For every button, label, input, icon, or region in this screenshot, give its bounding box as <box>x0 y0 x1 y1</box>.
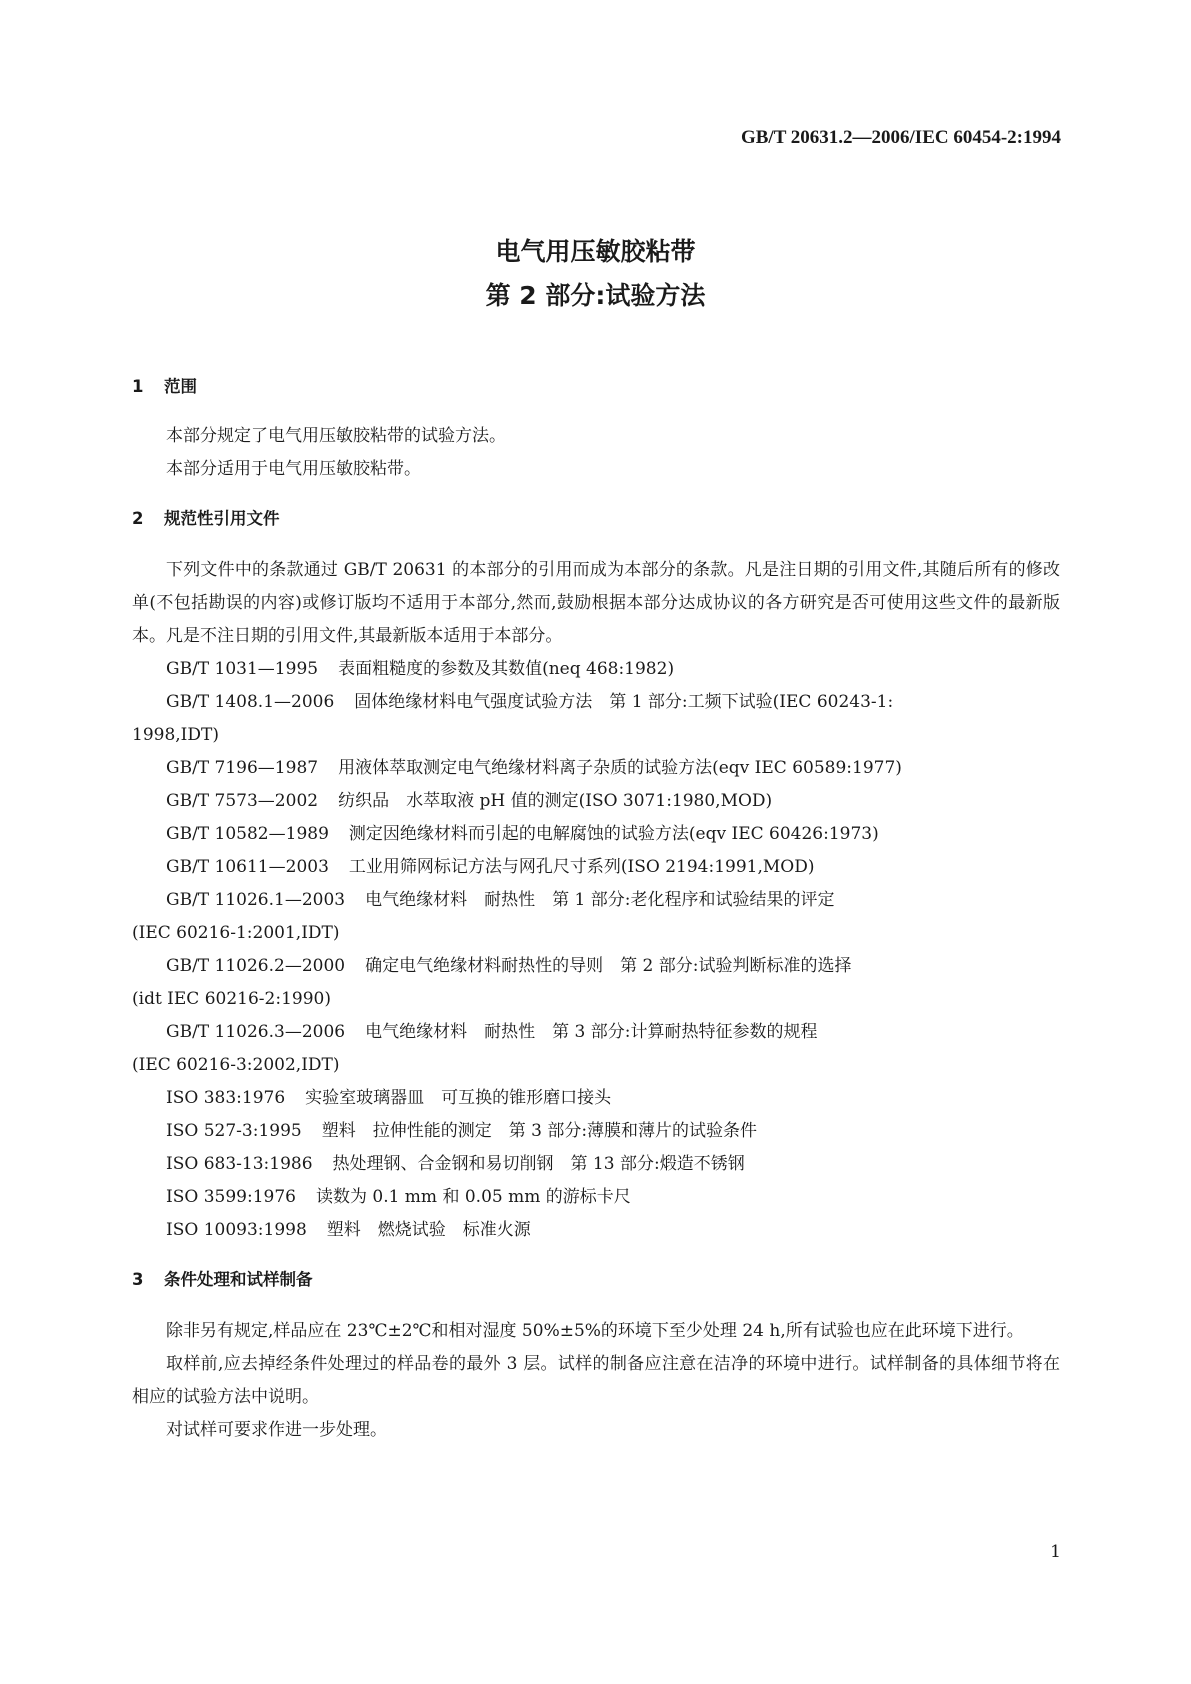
reference-code: GB/T 11026.2—2000 <box>166 956 346 976</box>
section-number: 3 <box>132 1270 144 1289</box>
reference-title: 读数为 0.1 mm 和 0.05 mm 的游标卡尺 <box>315 1187 631 1207</box>
reference-title: 表面粗糙度的参数及其数值(neq 468:1982) <box>338 659 675 679</box>
reference-item <box>132 686 1060 719</box>
reference-title: 热处理钢、合金钢和易切削钢 第 13 部分:煅造不锈钢 <box>332 1154 745 1174</box>
reference-item <box>132 1016 1060 1049</box>
reference-continuation: 1998,IDT) <box>132 725 219 745</box>
reference-code: GB/T 1031—1995 <box>166 659 319 679</box>
reference-title: 塑料 拉伸性能的测定 第 3 部分:薄膜和薄片的试验条件 <box>321 1121 758 1141</box>
paragraph: 除非另有规定,样品应在 23℃±2℃和相对湿度 50%±5%的环境下至少处理 24 h,所有试验也应在此环境下进行。 <box>166 1321 1024 1341</box>
reference-code: GB/T 10611—2003 <box>166 857 329 877</box>
reference-code: ISO 10093:1998 <box>166 1220 307 1240</box>
reference-code: GB/T 10582—1989 <box>166 824 329 844</box>
reference-continuation: (IEC 60216-1:2001,IDT) <box>132 923 340 943</box>
section-title: 条件处理和试样制备 <box>164 1270 313 1289</box>
page-number: 1 <box>1050 1542 1061 1562</box>
reference-code: ISO 527-3:1995 <box>166 1121 302 1141</box>
reference-item <box>132 884 1060 917</box>
document-title: 电气用压敏胶粘带 <box>495 237 696 266</box>
reference-title: 塑料 燃烧试验 标准火源 <box>326 1220 531 1240</box>
reference-title: 纺织品 水萃取液 pH 值的测定(ISO 3071:1980,MOD) <box>338 791 773 811</box>
reference-code: GB/T 1408.1—2006 <box>166 692 335 712</box>
reference-code: ISO 383:1976 <box>166 1088 286 1108</box>
reference-title: 测定因绝缘材料而引起的电解腐蚀的试验方法(eqv IEC 60426:1973) <box>348 824 879 844</box>
section-number: 1 <box>132 377 144 396</box>
reference-title: 实验室玻璃器皿 可互换的锥形磨口接头 <box>305 1088 612 1108</box>
section-title: 范围 <box>164 377 197 396</box>
reference-title: 电气绝缘材料 耐热性 第 1 部分:老化程序和试验结果的评定 <box>365 890 835 910</box>
reference-item <box>132 1181 1060 1214</box>
reference-item <box>132 851 1060 884</box>
section-title: 规范性引用文件 <box>164 509 280 528</box>
reference-item <box>132 1214 1060 1247</box>
paragraph: 取样前,应去掉经条件处理过的样品卷的最外 3 层。试样的制备应注意在洁净的环境中进行。试样制备的具体细节将在相应的试验方法中说明。 <box>132 1354 1060 1407</box>
section-heading-2 <box>132 504 1060 534</box>
reference-code: ISO 3599:1976 <box>166 1187 296 1207</box>
reference-item <box>132 950 1060 983</box>
section-number: 2 <box>132 509 144 528</box>
standard-code: GB/T 20631.2—2006/IEC 60454-2:1994 <box>740 127 1061 148</box>
reference-continuation: (idt IEC 60216-2:1990) <box>132 989 331 1009</box>
reference-item <box>132 1082 1060 1115</box>
reference-code: GB/T 7196—1987 <box>166 758 319 778</box>
reference-item <box>132 653 1060 686</box>
reference-item <box>132 752 1060 785</box>
reference-item <box>132 1148 1060 1181</box>
section-heading-3 <box>132 1265 1060 1295</box>
reference-continuation: (IEC 60216-3:2002,IDT) <box>132 1055 340 1075</box>
document-body <box>132 372 1060 1447</box>
reference-code: ISO 683-13:1986 <box>166 1154 313 1174</box>
paragraph: 对试样可要求作进一步处理。 <box>166 1420 387 1440</box>
reference-item <box>132 785 1060 818</box>
reference-code: GB/T 11026.3—2006 <box>166 1022 346 1042</box>
reference-title: 电气绝缘材料 耐热性 第 3 部分:计算耐热特征参数的规程 <box>365 1022 818 1042</box>
reference-title: 用液体萃取测定电气绝缘材料离子杂质的试验方法(eqv IEC 60589:1977) <box>338 758 902 778</box>
reference-title: 固体绝缘材料电气强度试验方法 第 1 部分:工频下试验(IEC 60243-1: <box>354 692 894 712</box>
reference-code: GB/T 11026.1—2003 <box>166 890 346 910</box>
paragraph: 本部分适用于电气用压敏胶粘带。 <box>166 459 421 479</box>
reference-item <box>132 818 1060 851</box>
section-heading-1 <box>132 372 1060 402</box>
reference-title: 工业用筛网标记方法与网孔尺寸系列(ISO 2194:1991,MOD) <box>348 857 815 877</box>
reference-title: 确定电气绝缘材料耐热性的导则 第 2 部分:试验判断标准的选择 <box>365 956 852 976</box>
reference-code: GB/T 7573—2002 <box>166 791 319 811</box>
document-subtitle: 第 2 部分:试验方法 <box>485 281 706 310</box>
paragraph: 本部分规定了电气用压敏胶粘带的试验方法。 <box>166 426 506 446</box>
paragraph: 下列文件中的条款通过 GB/T 20631 的本部分的引用而成为本部分的条款。凡是注日期的引用文件,其随后所有的修改单(不包括勘误的内容)或修订版均不适用于本部分,然而,鼓励根据本部分达成协议的各方研究是否可使用这些文件的最新版本。凡是不注日期的引用文件,其最新版本适用于本部分。 <box>132 560 1060 646</box>
reference-item <box>132 1115 1060 1148</box>
